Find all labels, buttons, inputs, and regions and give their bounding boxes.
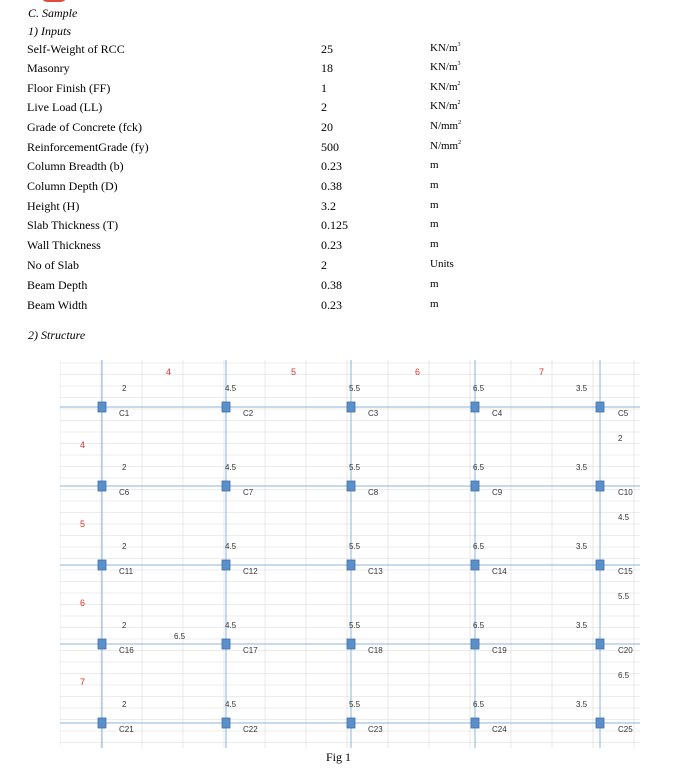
structure-grid bbox=[60, 360, 640, 748]
input-label: Self-Weight of RCC bbox=[27, 42, 125, 56]
coord-label: 3.5 bbox=[576, 384, 588, 393]
column-marker bbox=[347, 718, 355, 728]
column-label: C5 bbox=[618, 409, 629, 418]
inputs-heading: 1) Inputs bbox=[28, 24, 71, 38]
column-marker bbox=[98, 639, 106, 649]
unit-text: m bbox=[430, 179, 439, 191]
column-marker bbox=[596, 402, 604, 412]
coord-label: 6.5 bbox=[473, 700, 485, 709]
coord-label: 5.5 bbox=[349, 621, 361, 630]
input-unit bbox=[430, 159, 439, 171]
input-row bbox=[27, 278, 487, 296]
coord-label: 4.5 bbox=[225, 621, 237, 630]
column-marker bbox=[222, 639, 230, 649]
input-row bbox=[27, 100, 487, 118]
unit-exponent: 2 bbox=[458, 120, 462, 126]
unit-text: m bbox=[430, 159, 439, 171]
input-row bbox=[27, 42, 487, 60]
coord-label: 6.5 bbox=[473, 542, 485, 551]
column-marker bbox=[347, 560, 355, 570]
column-marker bbox=[596, 718, 604, 728]
input-unit bbox=[430, 42, 461, 54]
coord-label: 4.5 bbox=[225, 542, 237, 551]
input-value: 1 bbox=[321, 81, 327, 95]
input-value: 0.38 bbox=[321, 179, 342, 193]
coord-label: 4.5 bbox=[225, 700, 237, 709]
input-value: 0.23 bbox=[321, 238, 342, 252]
input-unit bbox=[430, 199, 439, 211]
coord-label: 3.5 bbox=[576, 463, 588, 472]
column-marker bbox=[222, 402, 230, 412]
section-title: C. Sample bbox=[28, 6, 78, 20]
span-label-y: 6 bbox=[80, 598, 86, 608]
input-unit bbox=[430, 278, 439, 290]
input-value: 0.23 bbox=[321, 298, 342, 312]
input-unit bbox=[430, 298, 439, 310]
unit-text: m bbox=[430, 218, 439, 230]
column-marker bbox=[471, 560, 479, 570]
input-unit bbox=[430, 258, 454, 270]
input-label: Wall Thickness bbox=[27, 238, 101, 252]
input-value: 0.23 bbox=[321, 159, 342, 173]
column-marker bbox=[471, 718, 479, 728]
input-unit bbox=[430, 120, 461, 132]
column-marker bbox=[98, 560, 106, 570]
right-label: 2 bbox=[618, 434, 623, 443]
column-marker bbox=[596, 639, 604, 649]
unit-text: N/mm bbox=[430, 120, 459, 132]
unit-text: Units bbox=[430, 258, 454, 270]
column-label: C1 bbox=[119, 409, 130, 418]
column-label: C17 bbox=[243, 646, 258, 655]
structure-heading: 2) Structure bbox=[28, 328, 86, 342]
column-label: C23 bbox=[368, 725, 383, 734]
column-marker bbox=[471, 481, 479, 491]
structure-grid-svg bbox=[60, 360, 640, 748]
input-row bbox=[27, 140, 487, 158]
input-value: 25 bbox=[321, 42, 333, 56]
unit-text: N/mm bbox=[430, 140, 459, 152]
input-row bbox=[27, 199, 487, 217]
right-label: 6.5 bbox=[618, 671, 630, 680]
unit-text: m bbox=[430, 199, 439, 211]
column-label: C2 bbox=[243, 409, 254, 418]
unit-text: m bbox=[430, 238, 439, 250]
right-label: 5.5 bbox=[618, 592, 630, 601]
span-label-x: 5 bbox=[291, 367, 297, 377]
column-label: C9 bbox=[492, 488, 503, 497]
column-label: C10 bbox=[618, 488, 633, 497]
input-row bbox=[27, 61, 487, 79]
coord-label: 3.5 bbox=[576, 700, 588, 709]
input-label: Slab Thickness (T) bbox=[27, 218, 119, 232]
input-row bbox=[27, 258, 487, 276]
coord-label: 2 bbox=[122, 700, 127, 709]
input-unit bbox=[430, 179, 439, 191]
coord-label: 5.5 bbox=[349, 700, 361, 709]
column-label: C14 bbox=[492, 567, 507, 576]
column-label: C16 bbox=[119, 646, 134, 655]
column-label: C8 bbox=[368, 488, 379, 497]
coord-label: 5.5 bbox=[349, 542, 361, 551]
column-label: C4 bbox=[492, 409, 503, 418]
input-value: 2 bbox=[321, 258, 327, 272]
coord-label: 2 bbox=[122, 384, 127, 393]
input-row bbox=[27, 298, 487, 316]
input-label: Beam Width bbox=[27, 298, 88, 312]
span-label-y: 4 bbox=[80, 440, 86, 450]
input-row bbox=[27, 238, 487, 256]
column-marker bbox=[596, 481, 604, 491]
column-label: C25 bbox=[618, 725, 633, 734]
column-marker bbox=[222, 560, 230, 570]
column-marker bbox=[347, 639, 355, 649]
input-label: Column Depth (D) bbox=[27, 179, 118, 193]
input-value: 2 bbox=[321, 100, 327, 114]
column-marker bbox=[596, 560, 604, 570]
input-value: 20 bbox=[321, 120, 333, 134]
unit-text: m bbox=[430, 298, 439, 310]
column-label: C18 bbox=[368, 646, 383, 655]
input-label: Floor Finish (FF) bbox=[27, 81, 111, 95]
coord-label: 2 bbox=[122, 621, 127, 630]
span-label-x: 4 bbox=[166, 367, 172, 377]
input-label: Live Load (LL) bbox=[27, 100, 103, 114]
input-row bbox=[27, 81, 487, 99]
column-label: C12 bbox=[243, 567, 258, 576]
span-label-y: 7 bbox=[80, 677, 86, 687]
column-marker bbox=[98, 718, 106, 728]
unit-exponent: 2 bbox=[457, 81, 461, 87]
unit-text: KN/m bbox=[430, 100, 458, 112]
input-row bbox=[27, 120, 487, 138]
column-label: C15 bbox=[618, 567, 633, 576]
input-label: No of Slab bbox=[27, 258, 79, 272]
header-mark bbox=[40, 0, 68, 2]
column-label: C3 bbox=[368, 409, 379, 418]
input-row bbox=[27, 179, 487, 197]
column-label: C21 bbox=[119, 725, 134, 734]
column-label: C13 bbox=[368, 567, 383, 576]
unit-text: m bbox=[430, 278, 439, 290]
right-label: 4.5 bbox=[618, 513, 630, 522]
coord-label: 2 bbox=[122, 463, 127, 472]
coord-label: 5.5 bbox=[349, 463, 361, 472]
input-value: 18 bbox=[321, 61, 333, 75]
unit-text: KN/m bbox=[430, 61, 458, 73]
column-marker bbox=[347, 402, 355, 412]
input-row bbox=[27, 218, 487, 236]
unit-exponent: 3 bbox=[457, 61, 461, 67]
column-label: C19 bbox=[492, 646, 507, 655]
coord-label: 2 bbox=[122, 542, 127, 551]
coord-label: 6.5 bbox=[473, 463, 485, 472]
span-label-y: 5 bbox=[80, 519, 86, 529]
input-value: 500 bbox=[321, 140, 339, 154]
coord-label: 3.5 bbox=[576, 542, 588, 551]
input-value: 0.38 bbox=[321, 278, 342, 292]
column-label: C11 bbox=[119, 567, 134, 576]
column-marker bbox=[471, 402, 479, 412]
column-marker bbox=[347, 481, 355, 491]
span-label-x: 6 bbox=[415, 367, 421, 377]
column-label: C6 bbox=[119, 488, 130, 497]
unit-exponent: 2 bbox=[458, 140, 462, 146]
column-marker bbox=[222, 718, 230, 728]
input-label: Grade of Concrete (fck) bbox=[27, 120, 142, 134]
column-label: C22 bbox=[243, 725, 258, 734]
input-label: Height (H) bbox=[27, 199, 80, 213]
input-unit bbox=[430, 140, 461, 152]
column-label: C7 bbox=[243, 488, 254, 497]
input-row bbox=[27, 159, 487, 177]
input-unit bbox=[430, 81, 461, 93]
input-label: ReinforcementGrade (fy) bbox=[27, 140, 149, 154]
input-value: 3.2 bbox=[321, 199, 336, 213]
unit-exponent: 2 bbox=[457, 100, 461, 106]
column-label: C20 bbox=[618, 646, 633, 655]
figure-caption: Fig 1 bbox=[326, 750, 352, 764]
input-label: Beam Depth bbox=[27, 278, 88, 292]
column-marker bbox=[222, 481, 230, 491]
extra-label: 6.5 bbox=[174, 632, 186, 641]
coord-label: 5.5 bbox=[349, 384, 361, 393]
input-label: Masonry bbox=[27, 61, 70, 75]
coord-label: 6.5 bbox=[473, 621, 485, 630]
coord-label: 3.5 bbox=[576, 621, 588, 630]
input-unit bbox=[430, 61, 461, 73]
column-marker bbox=[98, 402, 106, 412]
column-marker bbox=[98, 481, 106, 491]
unit-text: KN/m bbox=[430, 42, 458, 54]
coord-label: 4.5 bbox=[225, 463, 237, 472]
column-label: C24 bbox=[492, 725, 507, 734]
input-unit bbox=[430, 100, 461, 112]
column-marker bbox=[471, 639, 479, 649]
span-label-x: 7 bbox=[539, 367, 545, 377]
coord-label: 4.5 bbox=[225, 384, 237, 393]
input-label: Column Breadth (b) bbox=[27, 159, 124, 173]
input-value: 0.125 bbox=[321, 218, 348, 232]
input-unit bbox=[430, 218, 439, 230]
unit-exponent: 3 bbox=[457, 42, 461, 48]
coord-label: 6.5 bbox=[473, 384, 485, 393]
input-unit bbox=[430, 238, 439, 250]
unit-text: KN/m bbox=[430, 81, 458, 93]
